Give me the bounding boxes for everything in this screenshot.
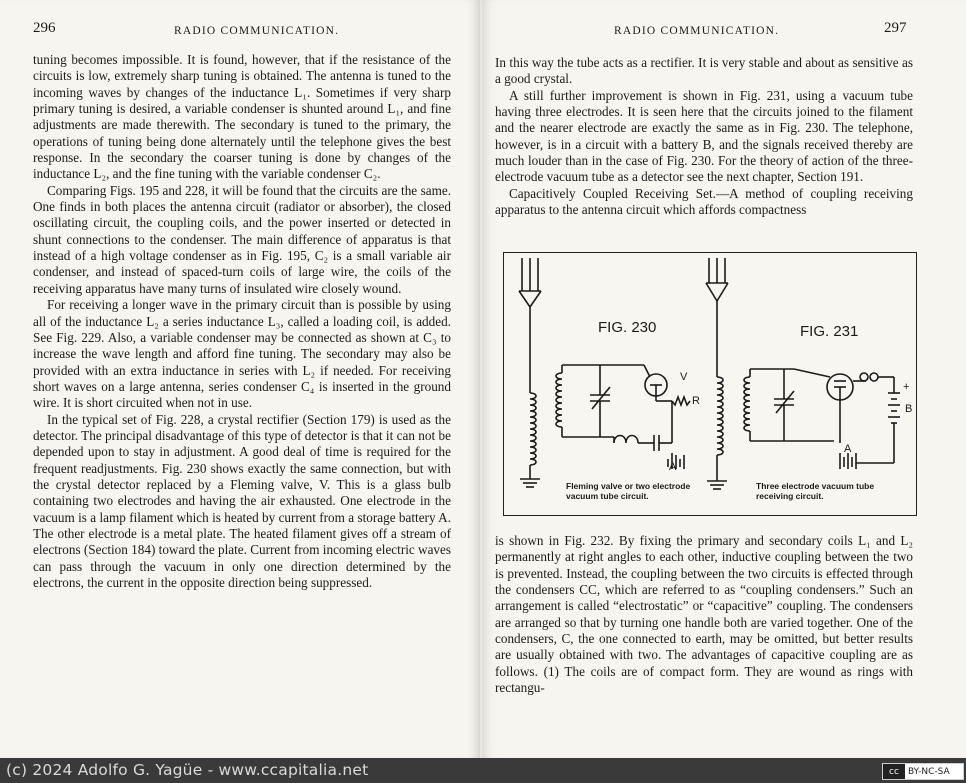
license-badge[interactable] [882, 763, 964, 780]
paragraph: A still further improvement is shown in Fig. 231, using a vacuum tube having three electrodes. It is seen here that the circuits joined to the filament and the nearer electrode are exactly the same as in Fig. 230. The telephone, however, is in a circuit with a battery B, and the signals received thereby are much louder than in the case of Fig. 230. For the theory of action of the three-electrode vacuum tube as a detector see the next chapter, Section 191. [495, 87, 913, 185]
paragraph: In this way the tube acts as a rectifier. It is very stable and about as sensitive as a good crystal. [495, 55, 913, 87]
circuit-figure [503, 252, 917, 516]
footer-bar [0, 758, 966, 783]
resistor-label: R [692, 395, 700, 407]
circuit-diagram [504, 253, 916, 515]
paragraph: In the typical set of Fig. 228, a crystal rectifier (Section 179) is used as the detector. The principal disadvantage of this type of detector is that it can not be depended upon to stay in adjustment. A good deal of time is required for the frequent readjustments. Fig. 230 shows exactly the same connection, but with the crystal detector replaced by a Fleming valve, V. This is a glass bulb containing two electrodes and having the air exhausted. One electrode in the vacuum is a lamp filament which is heated by current from a storage battery A. The other electrode is a metal plate. The heated filament gives off a stream of electrons (Section 184) toward the plate. Current from incoming electric waves can pass through the vacuum in only one direction determined by the electrons, the current in the opposite direction being suppressed. [33, 411, 451, 590]
right-page-number: 297 [884, 20, 907, 36]
paragraph: For receiving a longer wave in the primary circuit than is possible by using all of the inductance L₂ a series inductance L₃, called a loading coil, is added. See Fig. 229. Also, a variable condenser may be connected as shown at C₃ to increase the wave length and afford fine tuning. The secondary may also be provided with an extra inductance in series with L₂ if needed. For receiving short waves on a large antenna, series condenser C₄ is inserted in the ground wire. It is short circuited when not in use. [33, 297, 451, 411]
copyright-text: (c) 2024 Adolfo G. Yagüe - www.ccapitalia.net [6, 761, 369, 779]
fig230-label: FIG. 230 [598, 319, 657, 336]
paragraph: Capacitively Coupled Receiving Set.—A method of coupling receiving apparatus to the antenna circuit which affords compactness [495, 185, 913, 218]
battery-a-label-230: A [669, 461, 677, 473]
fig231-caption: Three electrode vacuum tube receiving circuit. [756, 481, 875, 501]
paragraph: is shown in Fig. 232. By fixing the primary and secondary coils L₁ and L₂ permanently at right angles to each other, inductive coupling between the two is prevented. Instead, the coupling between the two circuits is effected through the condensers CC, which are referred to as “coupling condensers.” Such an arrangement is called “electrostatic” or “capacitive” coupling. The condensers are arranged so that by turning one handle both are varied together. One of the condensers, C, the one connected to earth, may be omitted, but better results are usually obtained with two. The advantages of capacitive coupling are as follows. (1) The coils are of compact form. They are wound as rings with rectangu- [495, 533, 913, 696]
right-running-head: RADIO COMMUNICATION. [614, 25, 780, 37]
right-body-text-bottom [495, 533, 913, 696]
paragraph: tuning becomes impossible. It is found, however, that if the resistance of the circuits is low, extremely sharp tuning is obtained. The antenna is tuned to the incoming waves by changes of the inductance L₁. Sometimes if very sharp primary tuning is desired, a variable condenser is shunted around L₁, and fine adjustments are made therewith. The secondary is tuned to the primary, the operations of tuning being done alternately until the telephone gives the best response. In the secondary the coarser tuning is done by changes of the inductance L₂, and the fine tuning with the variable condenser C₂. [33, 52, 451, 182]
cc-icon: cc [883, 764, 905, 779]
right-body-text-top [495, 55, 913, 218]
left-page-number: 296 [33, 20, 56, 36]
license-terms: BY-NC-SA [908, 766, 950, 777]
battery-b-label: B [905, 403, 913, 415]
fig230-caption: Fleming valve or two electrode vacuum tube circuit. [566, 481, 691, 501]
fig231-label: FIG. 231 [800, 323, 859, 340]
left-page [0, 0, 480, 758]
left-body-text [33, 52, 451, 591]
left-running-head: RADIO COMMUNICATION. [174, 25, 340, 37]
valve-label: V [680, 371, 688, 383]
right-page [482, 0, 966, 758]
paragraph: Comparing Figs. 195 and 228, it will be found that the circuits are the same. One finds in both places the antenna circuit (radiator or absorber), the closed oscillating circuit, the coupling coils, and the power inserted or detected in shunt connections to the condenser. The main difference of apparatus is that instead of a high voltage condenser as in Fig. 195, C₂ is a small variable air condenser, and instead of spaced-turn coils of large wire, the coils of the receiving apparatus have many turns of insulated wire closely wound. [33, 182, 451, 296]
battery-a-label-231: A [844, 443, 852, 455]
plus-label: + [903, 381, 910, 393]
